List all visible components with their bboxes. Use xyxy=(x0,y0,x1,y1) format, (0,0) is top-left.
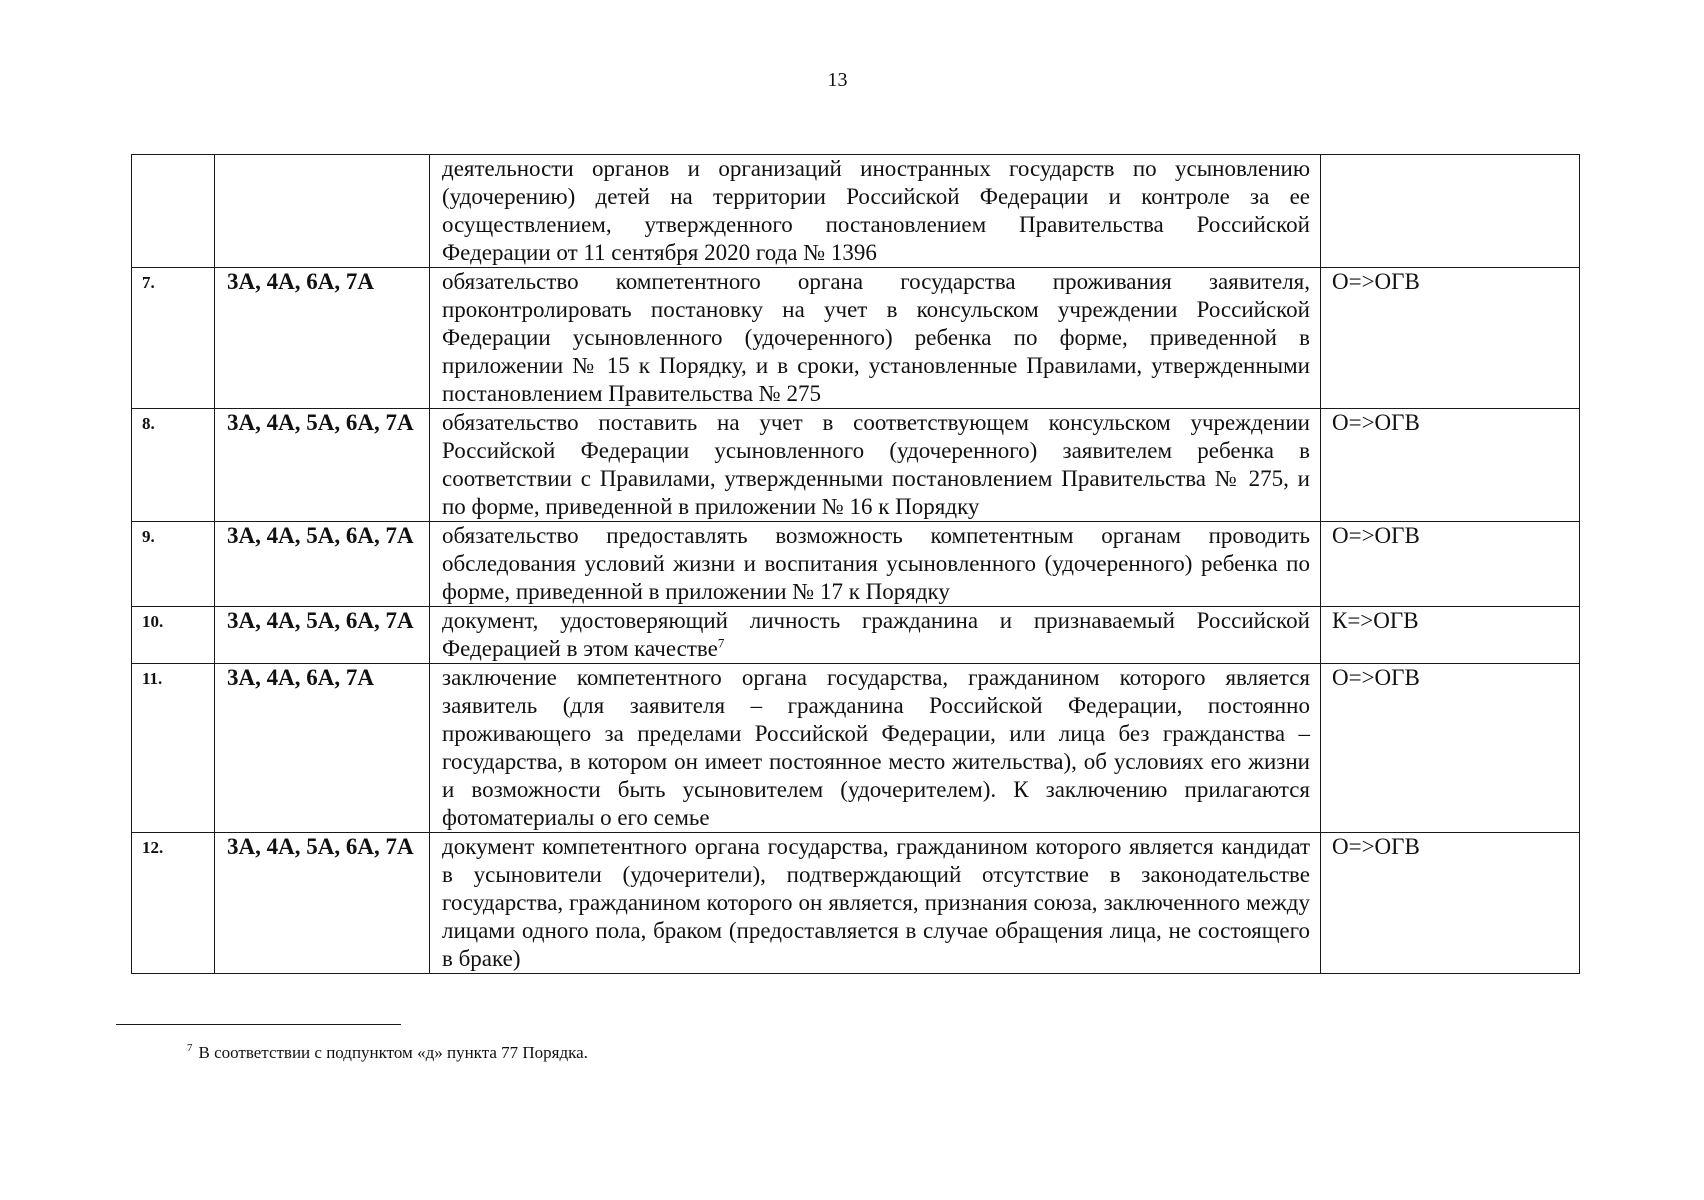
table-row xyxy=(132,664,1580,833)
row-description: обязательство компетентного органа государства проживания заявителя, проконтролировать постановку на учет в консульском учреждении Российской Федерации усыновленного (удочеренного) ребенка по форме, приведенной в приложении № 15 к Порядку, и в сроки, установленные Правилами, утвержденными постановлением Правительства № 275 xyxy=(442,269,1310,406)
row-number: 7. xyxy=(132,268,215,409)
row-description: заключение компетентного органа государства, гражданином которого является заявитель (для заявителя – гражданина Российской Федерации, постоянно проживающего за пределами Российской Федерации, или лица без гражданства – государства, в котором он имеет постоянное место жительства), об условиях его жизни и возможности быть усыновителем (удочерителем). К заключению прилагаются фотоматериалы о его семье xyxy=(442,665,1310,830)
row-codes: 3А, 4А, 5А, 6А, 7А xyxy=(215,409,430,522)
row-description-text: документ, удостоверяющий личность гражданина и признаваемый Российской Федерацией в этом качестве xyxy=(442,608,1310,661)
footnote-reference: 7 xyxy=(717,635,725,651)
row-number: 9. xyxy=(132,522,215,607)
row-route: О=>ОГВ xyxy=(1321,522,1580,607)
row-codes: 3А, 4А, 6А, 7А xyxy=(215,268,430,409)
row-codes: 3А, 4А, 6А, 7А xyxy=(215,664,430,833)
row-number: 10. xyxy=(132,607,215,664)
footnote xyxy=(187,1042,588,1064)
row-codes: 3А, 4А, 5А, 6А, 7А xyxy=(215,522,430,607)
table-row xyxy=(132,833,1580,974)
row-description-cell xyxy=(430,607,1321,664)
table-row xyxy=(132,268,1580,409)
table-row xyxy=(132,607,1580,664)
row-codes: 3А, 4А, 5А, 6А, 7А xyxy=(215,607,430,664)
row-description-cell xyxy=(430,268,1321,409)
row-codes xyxy=(215,155,430,268)
row-route: О=>ОГВ xyxy=(1321,664,1580,833)
footnote-separator xyxy=(116,1024,401,1025)
row-route xyxy=(1321,155,1580,268)
row-description: обязательство поставить на учет в соответствующем консульском учреждении Российской Федерации усыновленного (удочеренного) заявителем ребенка в соответствии с Правилами, утвержденными постановлением Правительства № 275, и по форме, приведенной в приложении № 16 к Порядку xyxy=(442,410,1310,519)
row-route: О=>ОГВ xyxy=(1321,409,1580,522)
row-route: К=>ОГВ xyxy=(1321,607,1580,664)
table-row xyxy=(132,522,1580,607)
documents-table xyxy=(131,154,1580,974)
row-description: документ компетентного органа государства, гражданином которого является кандидат в усыновители (удочерители), подтверждающий отсутствие в законодательстве государства, гражданином которого он является, признания союза, заключенного между лицами одного пола, браком (предоставляется в случае обращения лица, не состоящего в браке) xyxy=(442,834,1310,971)
table-row xyxy=(132,409,1580,522)
table-row xyxy=(132,155,1580,268)
row-number: 12. xyxy=(132,833,215,974)
row-description-cell xyxy=(430,155,1321,268)
row-description-cell xyxy=(430,522,1321,607)
row-number xyxy=(132,155,215,268)
row-description-cell xyxy=(430,833,1321,974)
row-description: обязательство предоставлять возможность компетентным органам проводить обследования условий жизни и воспитания усыновленного (удочеренного) ребенка по форме, приведенной в приложении № 17 к Порядку xyxy=(442,523,1310,604)
row-description-cell xyxy=(430,664,1321,833)
row-route: О=>ОГВ xyxy=(1321,833,1580,974)
row-route: О=>ОГВ xyxy=(1321,268,1580,409)
row-number: 11. xyxy=(132,664,215,833)
row-description xyxy=(442,607,1310,663)
page-number: 13 xyxy=(827,69,848,91)
footnote-marker: 7 xyxy=(187,1042,193,1055)
row-number: 8. xyxy=(132,409,215,522)
row-codes: 3А, 4А, 5А, 6А, 7А xyxy=(215,833,430,974)
footnote-text: В соответствии с подпунктом «д» пункта 77 Порядка. xyxy=(198,1043,588,1062)
row-description-cell xyxy=(430,409,1321,522)
row-description: деятельности органов и организаций иностранных государств по усыновлению (удочерению) детей на территории Российской Федерации и контроле за ее осуществлением, утвержденного постановлением Правительства Российской Федерации от 11 сентября 2020 года № 1396 xyxy=(442,156,1310,265)
